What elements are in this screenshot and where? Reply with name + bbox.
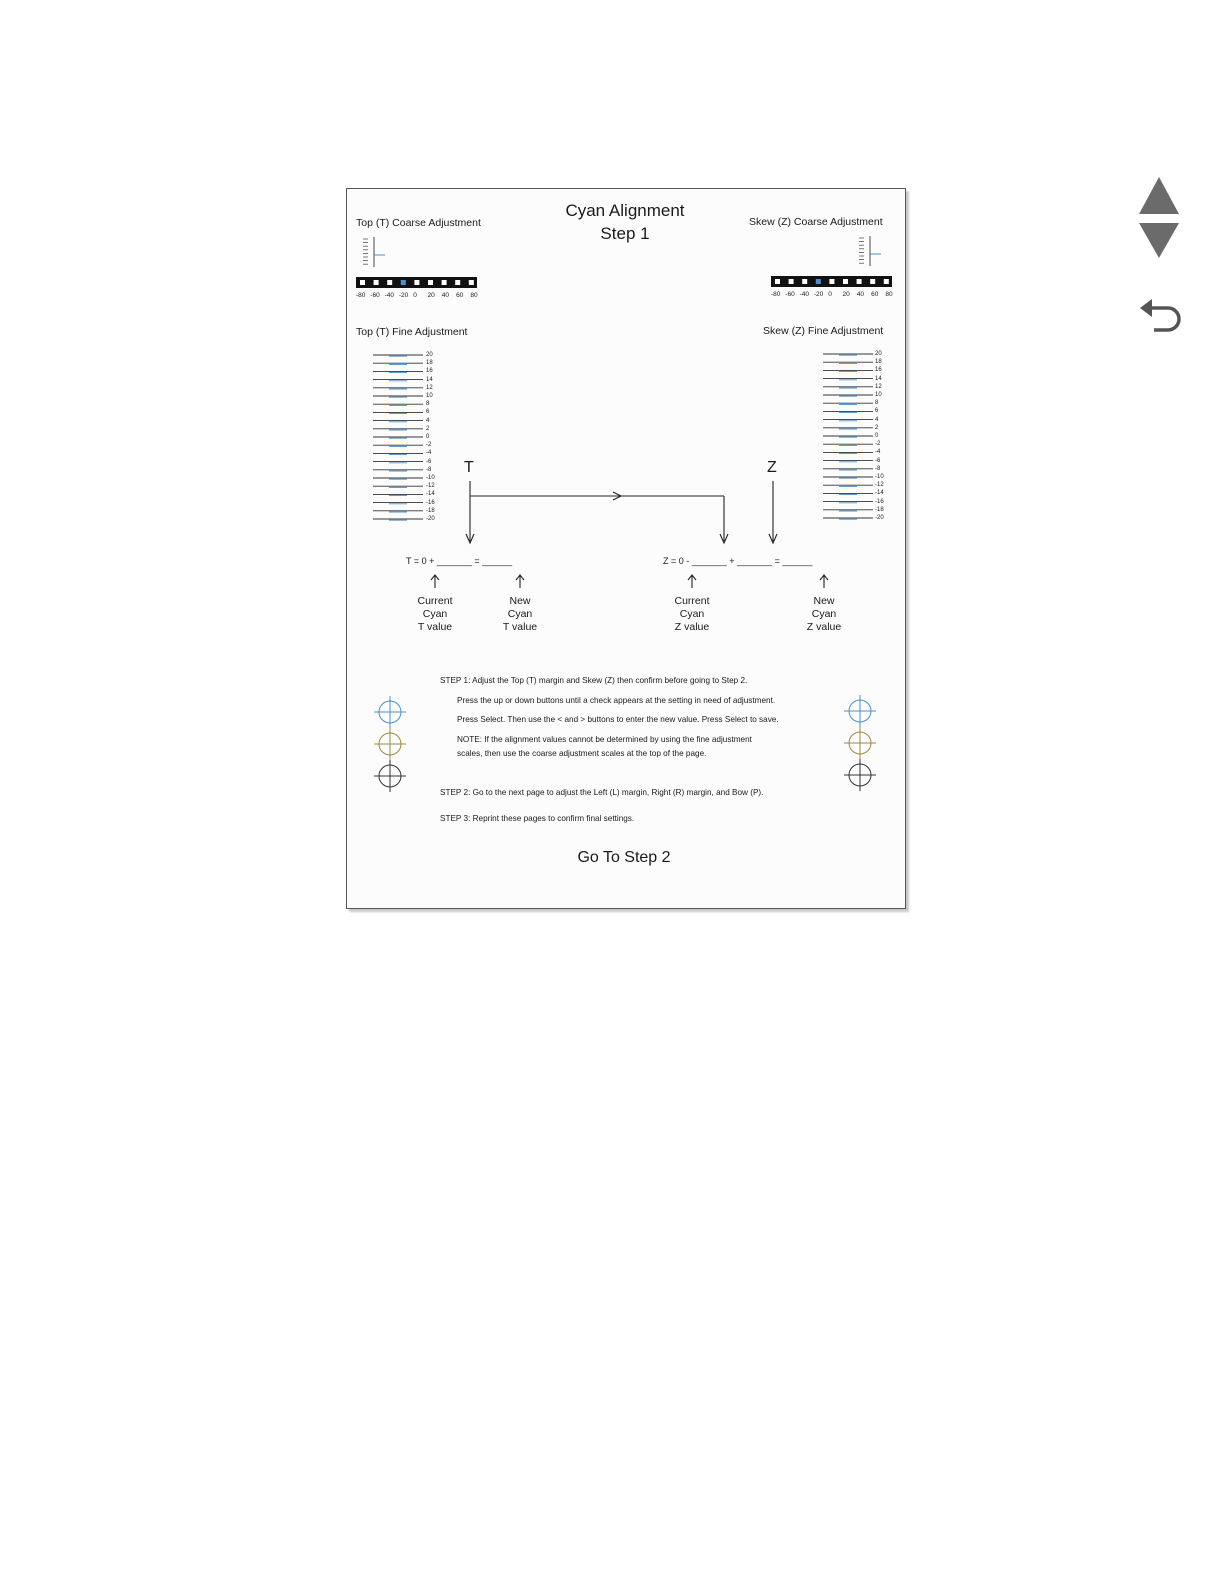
fine-scale-label: 6 — [875, 408, 879, 415]
registration-crosshair — [844, 759, 876, 791]
triangle-up-icon — [1138, 176, 1180, 216]
fine-scale-label: -4 — [875, 449, 881, 456]
fine-scale-label: 18 — [875, 359, 882, 366]
coarse-bar-square — [455, 280, 460, 285]
return-arrow-icon — [1138, 296, 1184, 334]
fine-scale-label: -6 — [875, 457, 881, 464]
caption-line: T value — [502, 621, 538, 633]
page-up-button[interactable] — [1138, 176, 1184, 216]
coarse-scale-number: -40 — [799, 291, 809, 298]
t-equation: T = 0 + _______ = ______ — [406, 556, 513, 566]
page-down-button[interactable] — [1138, 222, 1184, 260]
fine-scale-label: 10 — [426, 393, 433, 400]
step1-note-line1: NOTE: If the alignment values cannot be determined by using the fine adjustment — [457, 735, 752, 744]
coarse-bar-square — [816, 279, 821, 284]
coarse-scale-number: 20 — [842, 291, 850, 298]
fine-scale-label: 4 — [426, 417, 430, 424]
coarse-scale-number: -20 — [813, 291, 824, 298]
coarse-scale-number: -20 — [398, 292, 409, 299]
coarse-bar-square — [360, 280, 365, 285]
registration-crosshair — [844, 695, 876, 727]
skew-fine-lines — [823, 354, 873, 519]
coarse-bar-square — [442, 280, 447, 285]
step1-text: STEP 1: Adjust the Top (T) margin and Skew (Z) then confirm before going to Step 2. — [440, 676, 748, 685]
registration-crosshair — [374, 760, 406, 792]
skew-coarse-vertical-marks — [859, 236, 881, 266]
coarse-scale-number: 20 — [427, 292, 435, 299]
fine-scale-label: 18 — [426, 360, 433, 367]
coarse-scale-number: 0 — [413, 292, 417, 299]
caption-line: New — [509, 595, 531, 607]
fine-scale-label: 10 — [875, 392, 882, 399]
caption-line: New — [813, 595, 835, 607]
fine-scale-label: 8 — [875, 400, 879, 407]
coarse-bar-square — [789, 279, 794, 284]
fine-scale-label: 0 — [426, 434, 430, 441]
coarse-scale-number: 0 — [828, 291, 832, 298]
triangle-down-icon — [1138, 222, 1180, 260]
left-registration-marks — [374, 696, 406, 792]
coarse-scale-number: -60 — [785, 291, 795, 298]
coarse-scale-number: 60 — [871, 291, 879, 298]
coarse-bar-square — [802, 279, 807, 284]
coarse-bar-square — [374, 280, 379, 285]
caption-z-current — [657, 595, 727, 634]
fine-scale-label: 14 — [875, 375, 882, 382]
caption-z-new — [789, 595, 859, 634]
t-arrows — [466, 481, 728, 543]
fine-scale-label: 4 — [875, 416, 879, 423]
caption-line: Cyan — [679, 608, 705, 620]
fine-scale-label: 16 — [426, 368, 433, 375]
registration-crosshair — [374, 728, 406, 760]
skew-fine-label: Skew (Z) Fine Adjustment — [763, 325, 884, 337]
coarse-bar-square — [428, 280, 433, 285]
caption-arrows — [431, 575, 828, 588]
title-line-2: Step 1 — [600, 224, 650, 243]
step1-instruction-a: Press the up or down buttons until a check appears at the setting in need of adjustment. — [457, 696, 776, 705]
caption-line: Z value — [674, 621, 710, 633]
top-fine-lines — [373, 355, 423, 520]
fine-scale-label: -6 — [426, 458, 432, 465]
alignment-graphics — [347, 189, 905, 908]
fine-scale-label: -12 — [426, 483, 435, 490]
coarse-bar-square — [387, 280, 392, 285]
fine-scale-label: -20 — [426, 516, 435, 523]
coarse-scale-number: 80 — [470, 292, 478, 299]
skew-coarse-label: Skew (Z) Coarse Adjustment — [749, 216, 883, 228]
step1-instruction-b: Press Select. Then use the < and > buttons to enter the new value. Press Select to save. — [457, 715, 779, 724]
fine-scale-label: -12 — [875, 482, 884, 489]
coarse-bar-square — [857, 279, 862, 284]
step1-note-line2: scales, then use the coarse adjustment scales at the top of the page. — [457, 749, 707, 758]
z-letter: Z — [767, 459, 777, 476]
coarse-bar-square — [884, 279, 889, 284]
coarse-scale-number: 40 — [441, 292, 450, 299]
caption-line: Z value — [806, 621, 842, 633]
fine-scale-label: -4 — [426, 450, 432, 457]
step2-text: STEP 2: Go to the next page to adjust the Left (L) margin, Right (R) margin, and Bow (P). — [440, 788, 764, 797]
coarse-bar-square — [829, 279, 834, 284]
go-to-step-2-text: Go To Step 2 — [577, 849, 671, 866]
fine-scale-label: -16 — [426, 499, 435, 506]
fine-scale-label: -20 — [875, 515, 884, 522]
coarse-scale-number: 80 — [885, 291, 893, 298]
coarse-bar-squares — [360, 280, 474, 285]
fine-scale-label: -10 — [426, 475, 435, 482]
fine-scale-label: -8 — [426, 466, 432, 473]
right-registration-marks — [844, 695, 876, 791]
coarse-bar-square — [843, 279, 848, 284]
caption-line: Current — [674, 595, 710, 607]
caption-line: Cyan — [507, 608, 533, 620]
coarse-scale-number: -80 — [771, 291, 781, 298]
fine-scale-label: -2 — [875, 441, 881, 448]
coarse-scale-number: 60 — [456, 292, 464, 299]
top-coarse-label: Top (T) Coarse Adjustment — [356, 217, 481, 229]
coarse-bar-square — [870, 279, 875, 284]
fine-scale-label: 6 — [426, 409, 430, 416]
fine-scale-label: 0 — [875, 433, 879, 440]
z-arrow — [769, 481, 777, 543]
caption-line: Cyan — [811, 608, 837, 620]
coarse-bar-square — [401, 280, 406, 285]
fine-scale-label: -10 — [875, 474, 884, 481]
fine-scale-label: 12 — [875, 383, 882, 390]
top-fine-label: Top (T) Fine Adjustment — [356, 326, 468, 338]
fine-scale-label: 20 — [426, 352, 433, 358]
fine-scale-label: -2 — [426, 442, 432, 449]
coarse-scale-number: -40 — [384, 292, 394, 299]
fine-scale-label: 12 — [426, 384, 433, 391]
top-coarse-vertical-marks — [363, 237, 385, 267]
fine-scale-label: -8 — [875, 465, 881, 472]
fine-scale-label: 16 — [875, 367, 882, 374]
fine-scale-label: -16 — [875, 498, 884, 505]
caption-line: Cyan — [422, 608, 448, 620]
fine-scale-label: -14 — [426, 491, 435, 498]
coarse-bar-square — [414, 280, 419, 285]
caption-line: T value — [417, 621, 453, 633]
fine-scale-label: -18 — [426, 507, 435, 514]
coarse-bar-square — [775, 279, 780, 284]
t-letter: T — [464, 459, 474, 476]
caption-t-current — [400, 595, 470, 634]
registration-crosshair — [844, 727, 876, 759]
fine-scale-label: -14 — [875, 490, 884, 497]
caption-line: Current — [417, 595, 453, 607]
cyan-alignment-sheet — [346, 188, 906, 909]
z-equation: Z = 0 - _______ + _______ = ______ — [663, 556, 813, 566]
title-line-1: Cyan Alignment — [565, 201, 685, 220]
coarse-bar-square — [469, 280, 474, 285]
coarse-scale-number: 40 — [856, 291, 865, 298]
caption-t-new — [485, 595, 555, 634]
fine-scale-label: 8 — [426, 401, 430, 408]
registration-crosshair — [374, 696, 406, 728]
fine-scale-label: -18 — [875, 506, 884, 513]
coarse-scale-number: -60 — [370, 292, 380, 299]
fine-scale-label: 14 — [426, 376, 433, 383]
fine-scale-label: 2 — [426, 425, 430, 432]
coarse-bar-squares — [775, 279, 889, 284]
go-back-button[interactable] — [1138, 296, 1184, 334]
step3-text: STEP 3: Reprint these pages to confirm final settings. — [440, 814, 635, 823]
coarse-scale-number: -80 — [356, 292, 366, 299]
fine-scale-label: 20 — [875, 351, 882, 357]
fine-scale-label: 2 — [875, 424, 879, 431]
